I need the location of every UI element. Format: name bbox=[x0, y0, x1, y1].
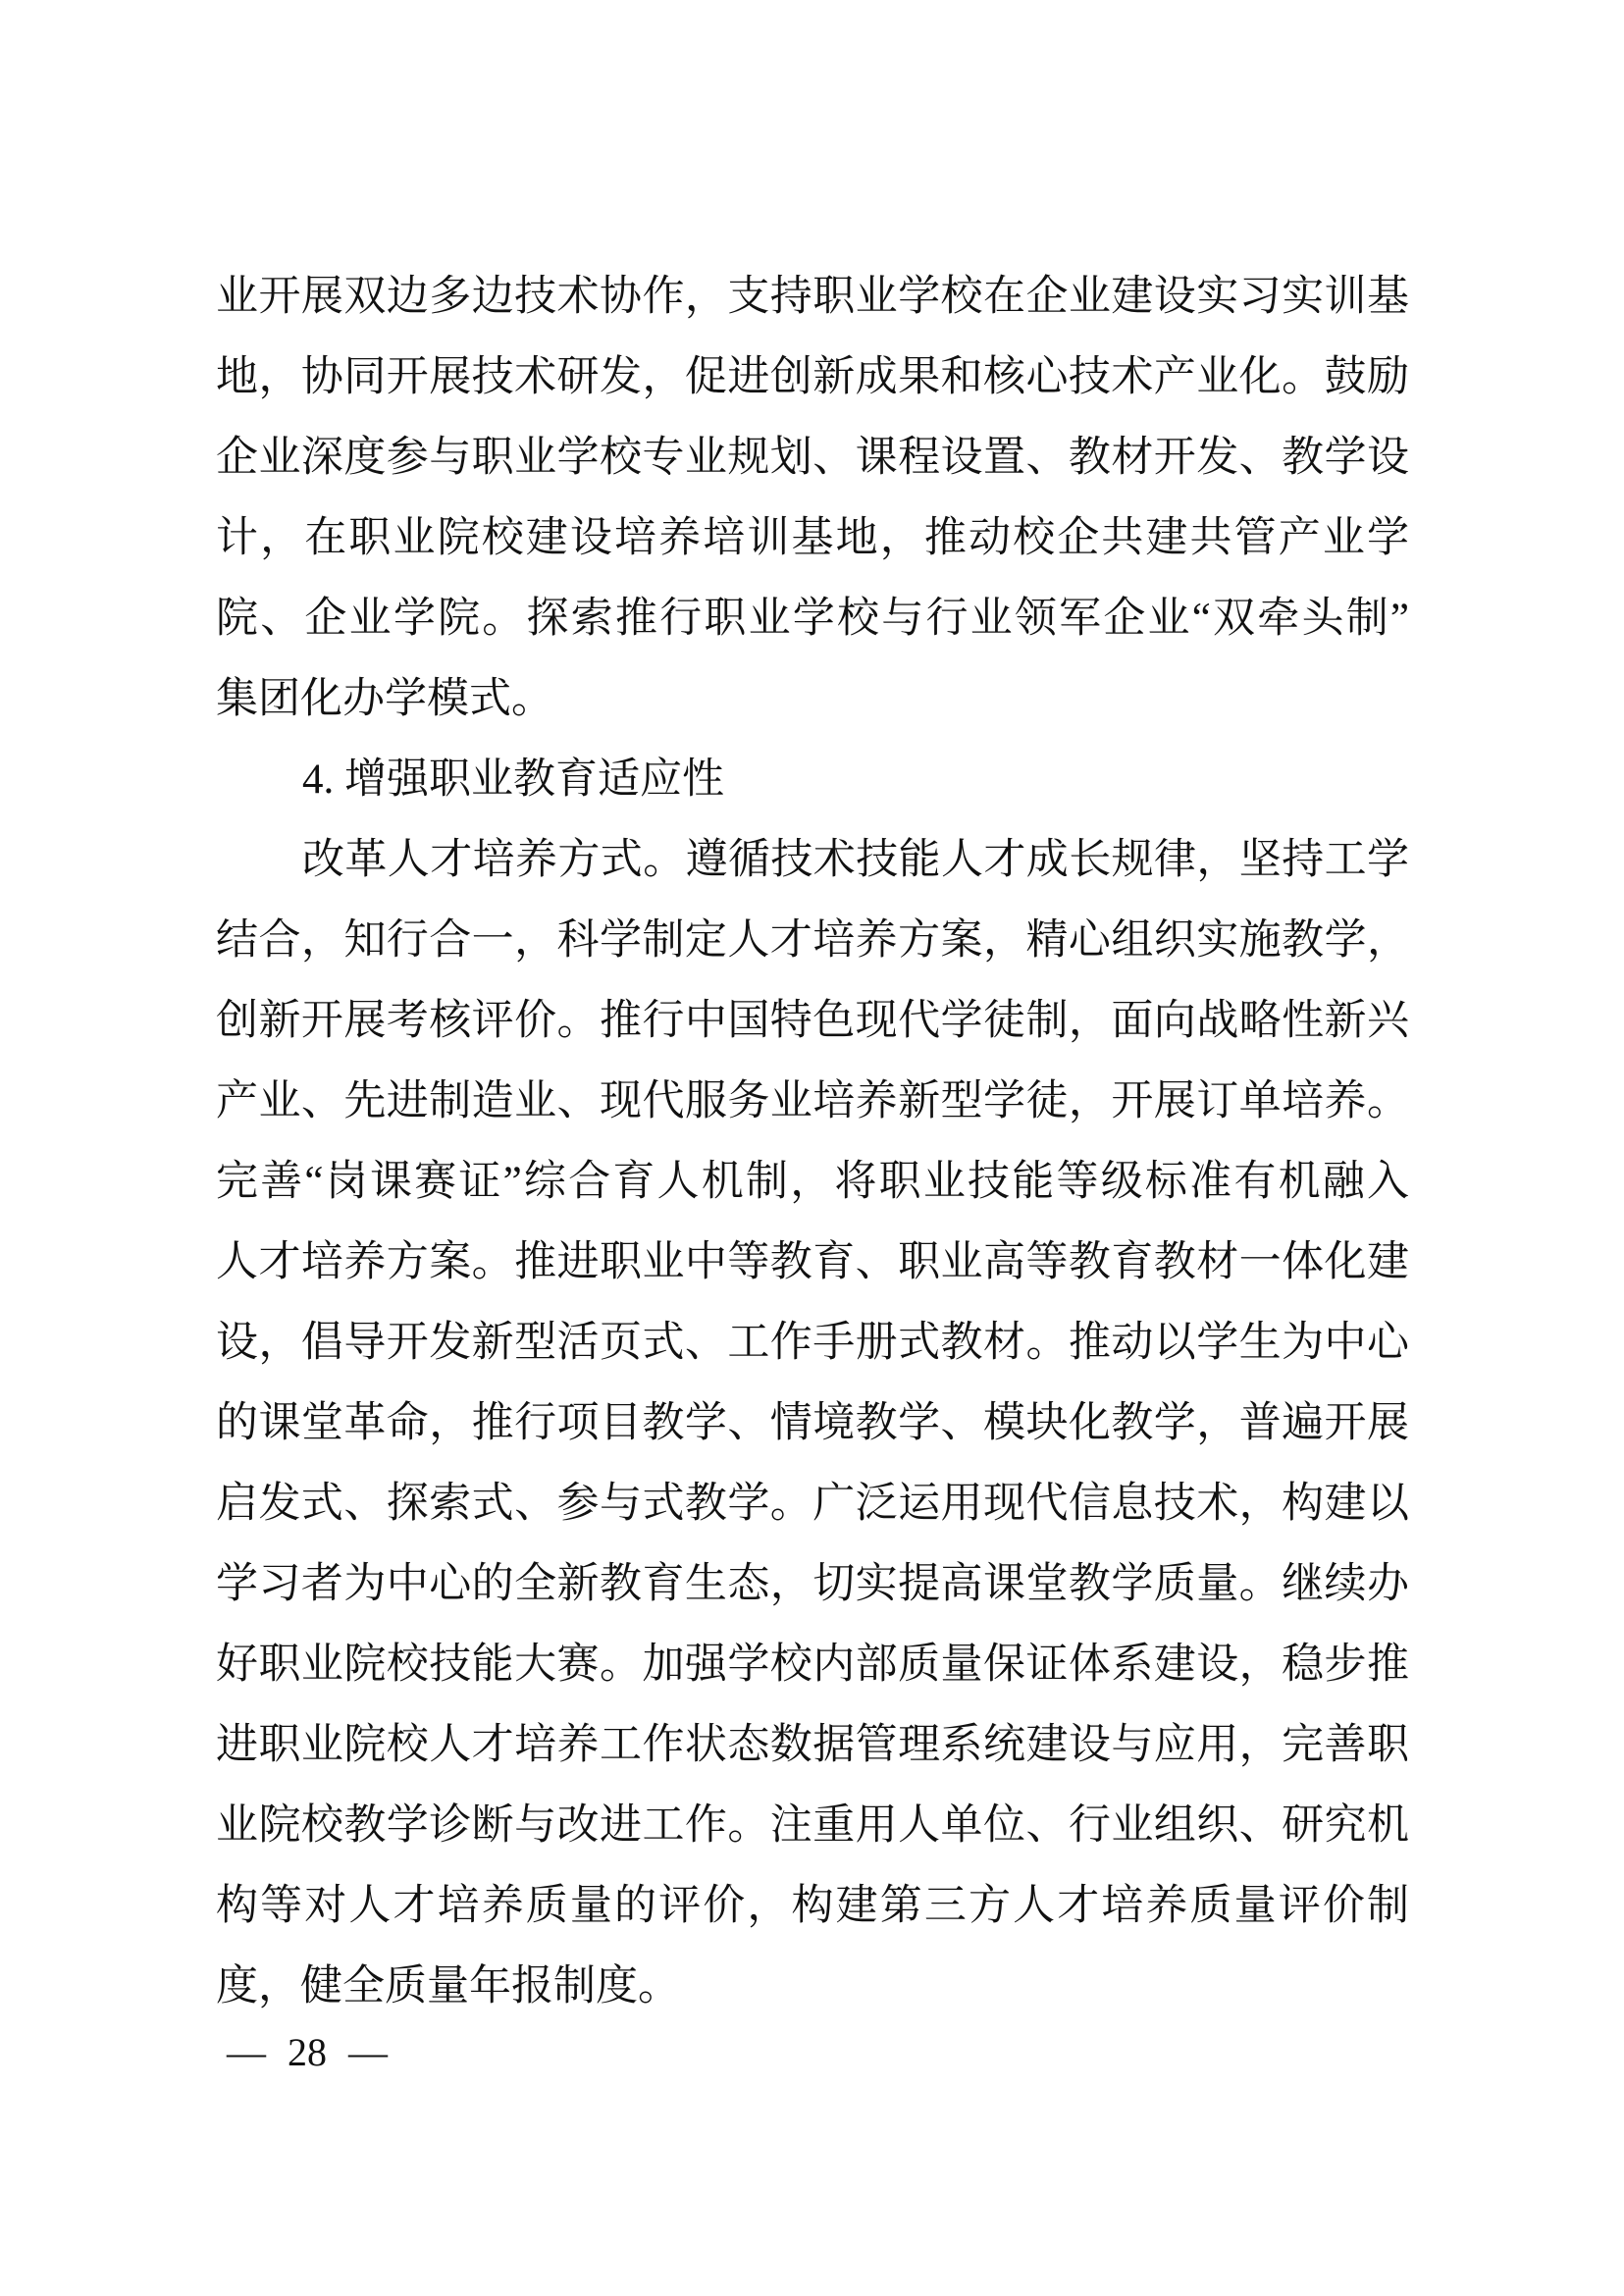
text-line: 的课堂革命，推行项目教学、情境教学、模块化教学，普遍开展 bbox=[216, 1400, 1409, 1446]
text-line: 企业深度参与职业学校专业规划、课程设置、教材开发、教学设 bbox=[216, 435, 1409, 481]
text-line: 改革人才培养方式。遵循技术技能人才成长规律，坚持工学 bbox=[302, 837, 1409, 883]
section-heading: 4. 增强职业教育适应性 bbox=[302, 757, 724, 803]
text-line: 业开展双边多边技术协作，支持职业学校在企业建设实习实训基 bbox=[216, 274, 1409, 320]
text-line: 结合，知行合一，科学制定人才培养方案，精心组织实施教学， bbox=[216, 917, 1409, 964]
text-line: 地，协同开展技术研发，促进创新成果和核心技术产业化。鼓励 bbox=[216, 354, 1409, 400]
text-line: 设，倡导开发新型活页式、工作手册式教材。推动以学生为中心 bbox=[216, 1320, 1409, 1366]
text-line: 计，在职业院校建设培养培训基地，推动校企共建共管产业学 bbox=[216, 515, 1409, 561]
text-line: 好职业院校技能大赛。加强学校内部质量保证体系建设，稳步推 bbox=[216, 1642, 1409, 1688]
text-line: 产业、先进制造业、现代服务业培养新型学徒，开展订单培养。 bbox=[216, 1078, 1409, 1124]
page-number: — 28 — bbox=[227, 2030, 388, 2074]
text-line: 完善“岗课赛证”综合育人机制，将职业技能等级标准有机融入 bbox=[216, 1159, 1409, 1205]
text-line: 院、企业学院。探索推行职业学校与行业领军企业“双牵头制” bbox=[216, 596, 1409, 642]
text-line: 学习者为中心的全新教育生态，切实提高课堂教学质量。继续办 bbox=[216, 1561, 1409, 1607]
text-line: 创新开展考核评价。推行中国特色现代学徒制，面向战略性新兴 bbox=[216, 998, 1409, 1044]
text-line: 集团化办学模式。 bbox=[216, 676, 553, 722]
text-line: 构等对人才培养质量的评价，构建第三方人才培养质量评价制 bbox=[216, 1883, 1409, 1929]
text-line: 度，健全质量年报制度。 bbox=[216, 1963, 680, 2009]
text-line: 进职业院校人才培养工作状态数据管理系统建设与应用，完善职 bbox=[216, 1722, 1409, 1768]
text-line: 启发式、探索式、参与式教学。广泛运用现代信息技术，构建以 bbox=[216, 1481, 1409, 1527]
text-line: 业院校教学诊断与改进工作。注重用人单位、行业组织、研究机 bbox=[216, 1802, 1409, 1849]
text-line: 人才培养方案。推进职业中等教育、职业高等教育教材一体化建 bbox=[216, 1239, 1409, 1285]
document-body bbox=[216, 257, 1409, 2027]
